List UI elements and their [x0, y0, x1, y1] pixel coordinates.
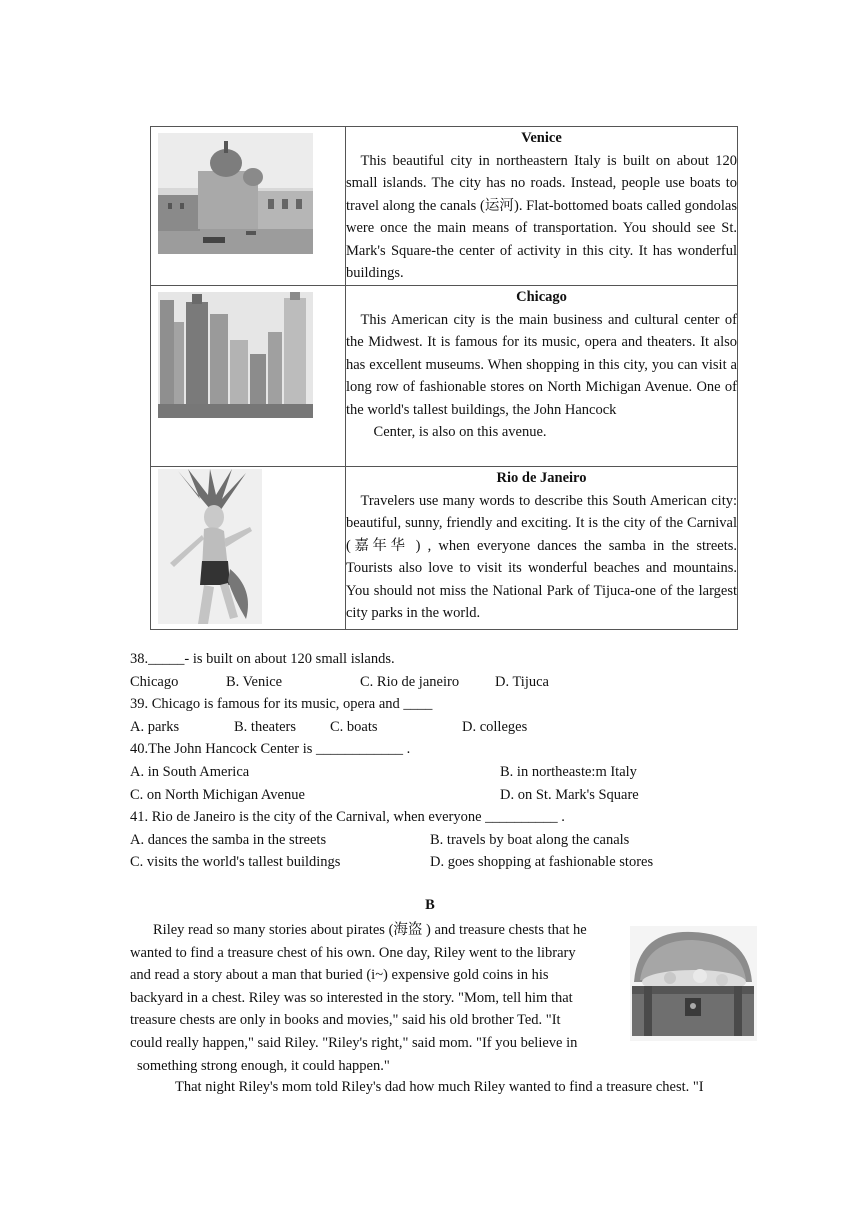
venice-photo-icon	[158, 133, 313, 254]
option-d: D. colleges	[462, 718, 528, 735]
chicago-row	[151, 286, 738, 467]
option-c: C. on North Michigan Avenue	[130, 786, 305, 803]
questions-section	[130, 648, 750, 874]
passage-line: wanted to find a treasure chest of his own. One day, Riley went to the library	[130, 944, 576, 961]
question-39	[130, 693, 750, 716]
city-title-rio: Rio de Janeiro	[496, 470, 587, 486]
option-b: B. theaters	[234, 718, 297, 735]
passage-line: treasure chests are only in books and movies," said his old brother Ted. "It	[130, 1012, 561, 1029]
option-a: A. dances the samba in the streets	[130, 831, 327, 848]
city-description-chicago: This American city is the main business and cultural center of the Midwest. It is famous for its music, opera and theaters. It also has excellent museums. When shopping in this city, you can visit a long row of fashionable stores on North Michigan Avenue. One of the world's tallest buildings, the John Hancock	[346, 311, 737, 418]
city-title-chicago: Chicago	[516, 289, 567, 305]
city-description-rio: Travelers use many words to describe this South American city: beautiful, sunny, friendly and exciting. It is the city of the Carnival (嘉年华 ) , when everyone dances the samba in the streets. Tourists also love to visit its wonderful beaches and mountains. You should not miss the National Park of Tijuca-one of the largest city parks in the world.	[346, 492, 737, 621]
option-a: A. in South America	[130, 763, 250, 780]
option-b: B. in northeaste:m Italy	[500, 763, 637, 780]
question-38-stem: 38._____- is built on about 120 small islands.	[130, 651, 395, 667]
passage-paragraph-2: That night Riley's mom told Riley's dad how much Riley wanted to find a treasure chest. "I	[175, 1079, 704, 1095]
city-description-venice: This beautiful city in northeastern Italy is built on about 120 small islands. The city has no roads. Instead, people use boats to travel along the canals (运河). Flat-bottomed boats called gondolas were once the main means of transportation. You should see St. Mark's Square-the center of activity in this city. It has wonderful buildings.	[346, 152, 737, 281]
city-description-chicago-cont: Center, is also on this avenue.	[373, 424, 547, 440]
option-a: Chicago	[130, 673, 179, 690]
treasure-chest-photo-icon	[630, 926, 757, 1041]
option-d: D. Tijuca	[495, 673, 549, 690]
option-b: B. Venice	[226, 673, 283, 690]
question-38	[130, 648, 750, 671]
question-40-stem: 40.The John Hancock Center is ____________ .	[130, 741, 411, 758]
question-39-options	[130, 716, 750, 739]
samba-dancer-photo-icon	[158, 469, 262, 624]
passage-line: Riley read so many stories about pirates (海盗 ) and treasure chests that he	[153, 922, 587, 938]
question-41-options-ab	[130, 829, 750, 852]
venice-row	[151, 127, 738, 286]
option-d: D. goes shopping at fashionable stores	[430, 854, 654, 871]
option-b: B. travels by boat along the canals	[430, 831, 630, 848]
section-b-heading: B	[425, 897, 435, 913]
passage-line: backyard in a chest. Riley was so interested in the story. "Mom, tell him that	[130, 989, 573, 1006]
passage-line: something strong enough, it could happen."	[137, 1057, 390, 1074]
option-c: C. visits the world's tallest buildings	[130, 854, 341, 871]
question-41	[130, 806, 750, 829]
city-title-venice: Venice	[521, 130, 562, 146]
question-39-stem: 39. Chicago is famous for its music, opera and ____	[130, 696, 433, 713]
section-b-passage	[130, 919, 615, 1077]
option-a: A. parks	[130, 718, 180, 735]
option-c: C. boats	[330, 718, 378, 735]
rio-row	[151, 467, 738, 630]
option-c: C. Rio de janeiro	[360, 673, 460, 690]
question-40-options-cd	[130, 784, 750, 807]
question-40-options-ab	[130, 761, 750, 784]
question-38-options	[130, 671, 750, 694]
passage-line: could really happen," said Riley. "Riley's right," said mom. "If you believe in	[130, 1034, 578, 1051]
question-40	[130, 738, 750, 761]
passage-line: and read a story about a man that buried (i~) expensive gold coins in his	[130, 967, 549, 984]
question-41-stem: 41. Rio de Janeiro is the city of the Carnival, when everyone __________ .	[130, 809, 565, 826]
question-41-options-cd	[130, 851, 750, 874]
chicago-skyline-photo-icon	[158, 292, 313, 418]
cities-table	[150, 126, 738, 630]
option-d: D. on St. Mark's Square	[500, 786, 639, 803]
